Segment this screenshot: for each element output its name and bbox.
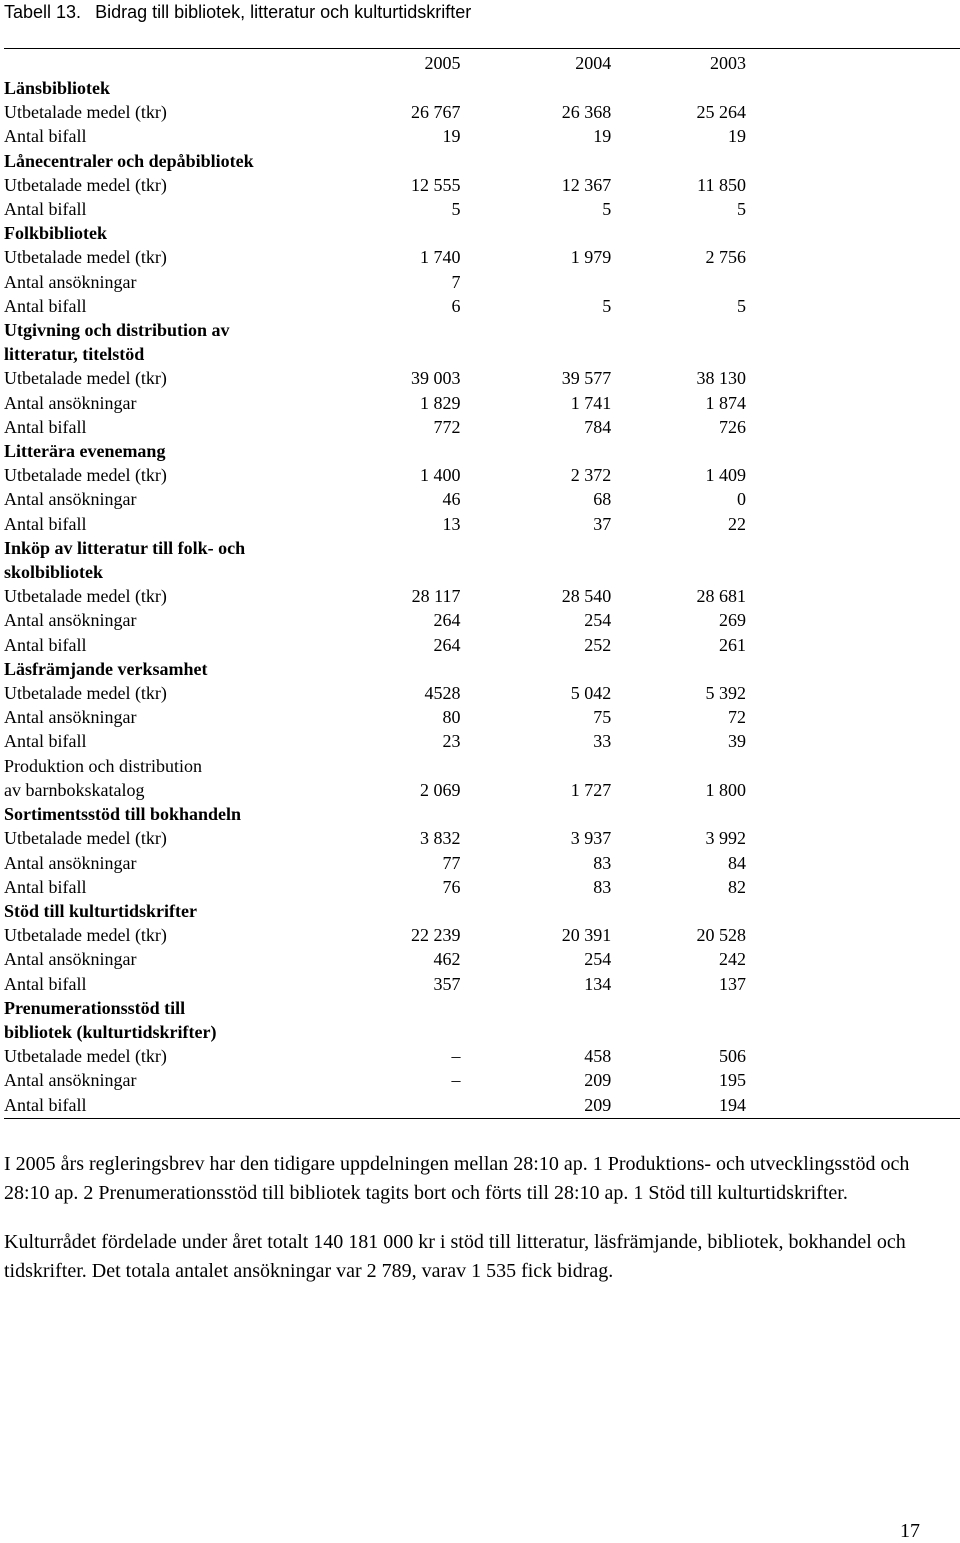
section-header-row (0, 342, 748, 366)
value-cell-2004 (462, 560, 613, 584)
section-header-row (0, 657, 748, 681)
table-row (0, 173, 748, 197)
value-cell-2005 (290, 536, 463, 560)
value-cell-2003: 506 (719, 1046, 746, 1067)
value-cell-2005 (290, 996, 463, 1020)
value-cell-2005 (290, 439, 463, 463)
value-cell-2003: 1 800 (705, 779, 746, 800)
table-bottom-rule (4, 1118, 960, 1119)
table-row (0, 633, 748, 657)
value-cell-2004 (462, 754, 613, 778)
value-cell-2004 (462, 318, 613, 342)
table-row (0, 100, 748, 124)
value-cell-2005: 22 239 (410, 925, 461, 946)
row-label: litteratur, titelstöd (4, 344, 145, 365)
value-cell-2005: 772 (433, 416, 461, 437)
value-cell-2004: 39 577 (561, 368, 612, 389)
value-cell-2003: 0 (737, 489, 746, 510)
table-title: Bidrag till bibliotek, litteratur och kulturtidskrifter (95, 2, 472, 22)
row-label: av barnbokskatalog (4, 779, 145, 800)
value-cell-2005: 3 832 (419, 828, 461, 849)
value-cell-2003 (613, 754, 748, 778)
table-row (0, 947, 748, 971)
value-cell-2003: 5 392 (705, 683, 746, 704)
section-header-row (0, 439, 748, 463)
value-cell-2005: 1 740 (419, 247, 461, 268)
value-cell-2004: 28 540 (561, 586, 612, 607)
value-cell-2004: 254 (584, 610, 612, 631)
value-cell-2005: 46 (442, 489, 461, 510)
value-cell-2003: 1 409 (705, 465, 746, 486)
table-row (0, 1044, 748, 1068)
row-label: Antal bifall (4, 513, 87, 534)
value-cell-2003: 194 (719, 1094, 746, 1115)
value-cell-2004: 1 727 (570, 779, 612, 800)
section-header-row (0, 536, 748, 560)
value-cell-2005 (290, 342, 463, 366)
value-cell-2003: 11 850 (697, 174, 746, 195)
value-cell-2005: 28 117 (411, 586, 461, 607)
value-cell-2004 (462, 899, 613, 923)
row-label: Stöd till kulturtidskrifter (4, 900, 198, 921)
value-cell-2004 (462, 802, 613, 826)
summary-paragraph: Kulturrådet fördelade under året totalt 140 181 000 kr i stöd till litteratur, läsfrämjande, bibliotek, bokhandel och tidskrifter. Det totala antalet ansökningar var 2 789, varav 1 535 fick bidrag. (4, 1231, 906, 1282)
table-row (0, 705, 748, 729)
section-header-row (0, 899, 748, 923)
value-cell-2004: 5 (602, 199, 612, 220)
table-body (0, 76, 748, 1117)
table-row (0, 754, 748, 778)
table-row (0, 826, 748, 850)
year-2005: 2005 (424, 53, 461, 73)
value-cell-2003 (613, 439, 748, 463)
section-header-row (0, 76, 748, 100)
value-cell-2003: 2 756 (705, 247, 746, 268)
row-label: Antal bifall (4, 126, 87, 147)
value-cell-2004 (462, 1020, 613, 1044)
value-cell-2004: 5 (602, 295, 612, 316)
row-label: Antal ansökningar (4, 852, 137, 873)
table-row (0, 1093, 748, 1117)
value-cell-2005: 462 (433, 949, 461, 970)
value-cell-2005: 7 (451, 271, 461, 292)
value-cell-2003: 5 (737, 295, 746, 316)
table-row (0, 972, 748, 996)
value-cell-2004: 254 (584, 949, 612, 970)
table-row (0, 778, 748, 802)
table-row (0, 681, 748, 705)
row-label: Prenumerationsstöd till (4, 997, 186, 1018)
value-cell-2004: 75 (593, 707, 612, 728)
row-label: Utbetalade medel (tkr) (4, 247, 167, 268)
table-row (0, 463, 748, 487)
value-cell-2003 (613, 76, 748, 100)
value-cell-2005 (290, 221, 463, 245)
value-cell-2003 (613, 342, 748, 366)
row-label: Antal ansökningar (4, 271, 137, 292)
value-cell-2005: 80 (442, 707, 461, 728)
value-cell-2005 (290, 1020, 463, 1044)
row-label: Utbetalade medel (tkr) (4, 174, 167, 195)
value-cell-2003: 28 681 (696, 586, 746, 607)
year-2003: 2003 (710, 53, 746, 73)
value-cell-2003 (613, 996, 748, 1020)
value-cell-2004: 252 (584, 634, 612, 655)
row-label: Antal bifall (4, 876, 87, 897)
value-cell-2005: – (451, 1046, 461, 1067)
value-cell-2005: 77 (442, 852, 461, 873)
value-cell-2005: – (451, 1070, 461, 1091)
value-cell-2005 (290, 1093, 463, 1117)
row-label: Antal ansökningar (4, 489, 137, 510)
row-label: Antal bifall (4, 731, 87, 752)
value-cell-2003: 5 (737, 199, 746, 220)
row-label: Antal ansökningar (4, 1070, 137, 1091)
value-cell-2004: 20 391 (561, 925, 612, 946)
value-cell-2003: 19 (728, 126, 746, 147)
row-label: Antal bifall (4, 634, 87, 655)
section-header-row (0, 318, 748, 342)
value-cell-2004: 83 (593, 876, 612, 897)
value-cell-2003 (613, 657, 748, 681)
table-row (0, 851, 748, 875)
row-label: Utbetalade medel (tkr) (4, 102, 167, 123)
value-cell-2004 (462, 536, 613, 560)
row-label: Länsbibliotek (4, 78, 111, 98)
row-label: Antal bifall (4, 416, 87, 437)
year-header-row (0, 50, 748, 76)
value-cell-2004: 134 (584, 973, 612, 994)
year-2004: 2004 (575, 53, 612, 73)
value-cell-2004 (462, 76, 613, 100)
value-cell-2003: 242 (719, 949, 746, 970)
row-label: Utgivning och distribution av (4, 320, 230, 341)
value-cell-2003: 82 (728, 876, 746, 897)
grants-table (0, 50, 748, 1117)
value-cell-2004: 209 (584, 1070, 612, 1091)
table-row (0, 415, 748, 439)
value-cell-2004 (462, 221, 613, 245)
value-cell-2003: 25 264 (696, 102, 746, 123)
note-paragraph: I 2005 års regleringsbrev har den tidigare uppdelningen mellan 28:10 ap. 1 Produktions- och utvecklingsstöd och 28:10 ap. 2 Prenumerationsstöd till bibliotek tagits bort och förts till 28:10 ap. 1 Stöd till kulturtidskrifter. (4, 1153, 910, 1204)
value-cell-2003: 20 528 (696, 925, 746, 946)
value-cell-2005: 2 069 (419, 779, 461, 800)
value-cell-2005 (290, 802, 463, 826)
value-cell-2005: 264 (433, 610, 461, 631)
value-cell-2003 (613, 221, 748, 245)
table-row (0, 512, 748, 536)
row-label: Antal bifall (4, 973, 87, 994)
value-cell-2004: 1 979 (570, 247, 612, 268)
row-label: Folkbibliotek (4, 223, 108, 244)
value-cell-2003: 195 (719, 1070, 746, 1091)
row-label: Inköp av litteratur till folk- och (4, 537, 246, 558)
value-cell-2005: 23 (442, 731, 461, 752)
row-label: bibliotek (kulturtidskrifter) (4, 1021, 217, 1042)
row-label: Utbetalade medel (tkr) (4, 925, 167, 946)
notes (4, 1150, 956, 1306)
value-cell-2003 (613, 536, 748, 560)
value-cell-2003 (613, 899, 748, 923)
table-row (0, 197, 748, 221)
value-cell-2003 (613, 560, 748, 584)
value-cell-2005 (290, 657, 463, 681)
value-cell-2004 (462, 996, 613, 1020)
value-cell-2004: 458 (584, 1046, 612, 1067)
value-cell-2005 (290, 76, 463, 100)
row-label: Utbetalade medel (tkr) (4, 683, 167, 704)
value-cell-2004: 209 (584, 1094, 612, 1115)
row-label: Antal ansökningar (4, 949, 137, 970)
row-label: Utbetalade medel (tkr) (4, 828, 167, 849)
value-cell-2003: 39 (728, 731, 746, 752)
value-cell-2005: 12 555 (410, 174, 461, 195)
row-label: Sortimentsstöd till bokhandeln (4, 804, 242, 825)
value-cell-2004: 83 (593, 852, 612, 873)
table-row (0, 270, 748, 294)
value-cell-2003: 3 992 (705, 828, 746, 849)
value-cell-2005 (290, 899, 463, 923)
value-cell-2003: 22 (728, 513, 746, 534)
value-cell-2004: 1 741 (570, 392, 612, 413)
table-row (0, 294, 748, 318)
table-row (0, 487, 748, 511)
value-cell-2003 (613, 802, 748, 826)
value-cell-2004 (462, 342, 613, 366)
value-cell-2004: 5 042 (570, 683, 612, 704)
section-header-row (0, 221, 748, 245)
header-blank (0, 50, 290, 76)
section-header-row (0, 560, 748, 584)
value-cell-2004: 37 (593, 513, 612, 534)
value-cell-2005: 13 (442, 513, 461, 534)
value-cell-2003: 72 (728, 707, 746, 728)
table-row (0, 875, 748, 899)
value-cell-2004: 2 372 (570, 465, 612, 486)
row-label: Utbetalade medel (tkr) (4, 368, 167, 389)
value-cell-2003: 1 874 (705, 392, 746, 413)
table-row (0, 584, 748, 608)
value-cell-2005: 264 (433, 634, 461, 655)
value-cell-2003 (613, 1020, 748, 1044)
value-cell-2005: 6 (451, 295, 461, 316)
table-row (0, 923, 748, 947)
value-cell-2004: 784 (584, 416, 612, 437)
value-cell-2004: 3 937 (570, 828, 612, 849)
value-cell-2004: 68 (593, 489, 612, 510)
value-cell-2005 (290, 560, 463, 584)
value-cell-2005: 76 (442, 876, 461, 897)
value-cell-2003 (613, 318, 748, 342)
value-cell-2004 (462, 149, 613, 173)
page-number: 17 (900, 1520, 920, 1542)
value-cell-2005: 1 829 (419, 392, 461, 413)
table-caption (4, 0, 471, 24)
row-label: Antal ansökningar (4, 707, 137, 728)
value-cell-2005: 1 400 (419, 465, 461, 486)
value-cell-2005: 4528 (424, 683, 461, 704)
row-label: skolbibliotek (4, 562, 104, 583)
value-cell-2005: 5 (451, 199, 461, 220)
row-label: Utbetalade medel (tkr) (4, 1046, 167, 1067)
row-label: Antal bifall (4, 295, 87, 316)
row-label: Produktion och distribution (4, 755, 202, 776)
table-top-rule (4, 48, 960, 49)
value-cell-2004 (462, 439, 613, 463)
value-cell-2005 (290, 149, 463, 173)
value-cell-2003: 269 (719, 610, 746, 631)
value-cell-2004: 26 368 (561, 102, 612, 123)
value-cell-2003: 38 130 (696, 368, 746, 389)
row-label: Litterära evenemang (4, 441, 166, 462)
value-cell-2005: 19 (442, 126, 461, 147)
row-label: Antal bifall (4, 199, 87, 220)
value-cell-2004 (462, 270, 613, 294)
row-label: Antal bifall (4, 1094, 87, 1115)
table-container (0, 50, 960, 1117)
section-header-row (0, 1020, 748, 1044)
row-label: Antal ansökningar (4, 610, 137, 631)
row-label: Utbetalade medel (tkr) (4, 586, 167, 607)
table-row (0, 124, 748, 148)
value-cell-2004 (462, 657, 613, 681)
value-cell-2003: 261 (719, 634, 746, 655)
value-cell-2003: 84 (728, 852, 746, 873)
table-row (0, 729, 748, 753)
table-row (0, 366, 748, 390)
table-row (0, 245, 748, 269)
row-label: Utbetalade medel (tkr) (4, 465, 167, 486)
table-row (0, 608, 748, 632)
section-header-row (0, 996, 748, 1020)
row-label: Läsfrämjande verksamhet (4, 658, 208, 679)
value-cell-2004: 12 367 (561, 174, 612, 195)
value-cell-2003: 726 (719, 416, 746, 437)
value-cell-2005: 39 003 (410, 368, 461, 389)
value-cell-2004: 19 (593, 126, 612, 147)
table-number: Tabell 13. (4, 2, 82, 22)
row-label: Lånecentraler och depåbibliotek (4, 150, 254, 171)
value-cell-2003 (613, 270, 748, 294)
table-row (0, 391, 748, 415)
row-label: Antal ansökningar (4, 392, 137, 413)
section-header-row (0, 802, 748, 826)
value-cell-2005 (290, 754, 463, 778)
value-cell-2004: 33 (593, 731, 612, 752)
value-cell-2005 (290, 318, 463, 342)
value-cell-2003 (613, 149, 748, 173)
section-header-row (0, 149, 748, 173)
table-row (0, 1068, 748, 1092)
value-cell-2005: 357 (433, 973, 461, 994)
value-cell-2003: 137 (719, 973, 746, 994)
value-cell-2005: 26 767 (410, 102, 461, 123)
